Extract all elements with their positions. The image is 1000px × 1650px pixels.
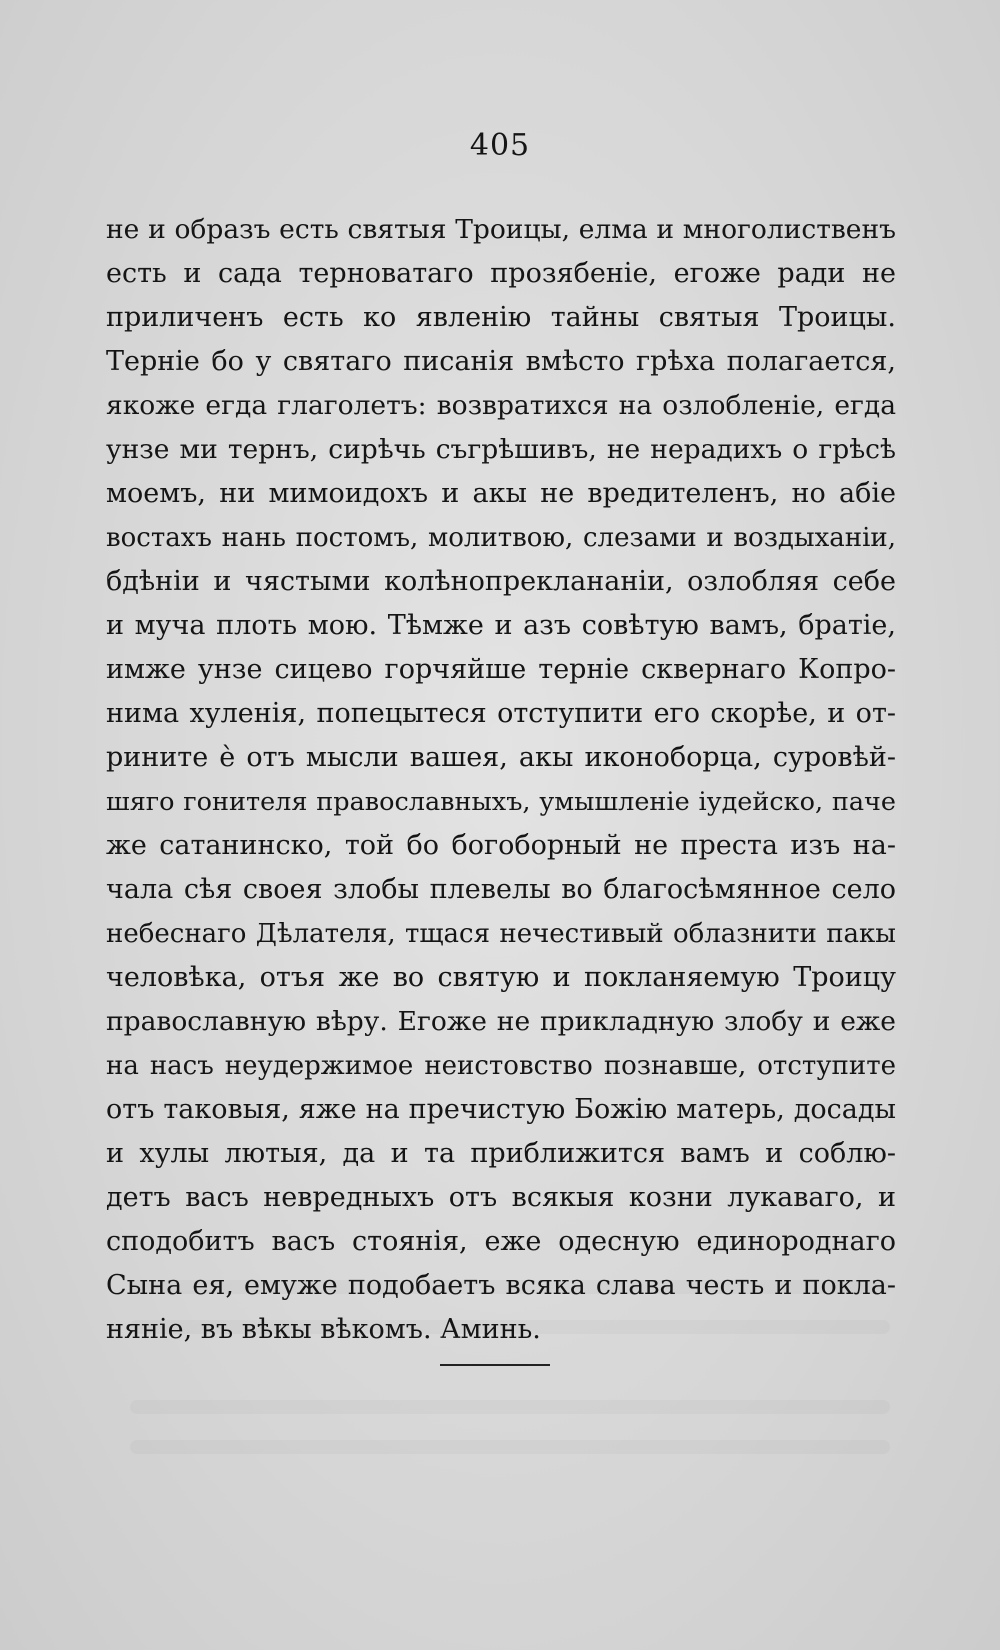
- text-line: и муча плоть мою. Тѣмже и азъ совѣтую вамъ, братіе,: [106, 610, 896, 641]
- text-line: детъ васъ невредныхъ отъ всякыя козни лукаваго, и: [106, 1182, 896, 1213]
- text-line: имже унзе сицево горчяйше терніе сквернаго Копро-: [106, 654, 896, 685]
- text-line: моемъ, ни мимоидохъ и акы не вредителенъ, но абіе: [106, 478, 896, 509]
- text-line: есть и сада терноватаго прозябеніе, егоже ради не: [106, 258, 896, 289]
- text-line: якоже егда глаголетъ: возвратихся на озлобленіе, егда: [106, 390, 896, 421]
- text-line: не и образъ есть святыя Троицы, елма и многолиственъ: [106, 214, 896, 245]
- body-text: [106, 208, 896, 1352]
- text-line: небеснаго Дѣлателя, тщася нечестивый облазнити пакы: [106, 919, 896, 949]
- text-line: отъ таковыя, яже на пречистую Божію матерь, досады: [106, 1094, 896, 1125]
- page-number: 405: [469, 128, 531, 163]
- text-line: унзе ми тернъ, сирѣчь съгрѣшивъ, не нерадихъ о грѣсѣ: [106, 434, 896, 465]
- text-line: на насъ неудержимое неистовство познавше, отступите: [106, 1051, 896, 1081]
- text-line: человѣка, отъя же во святую и покланяемую Троицу: [106, 962, 896, 993]
- text-line: чала сѣя своея злобы плевелы во благосѣмянное село: [106, 874, 896, 905]
- text-line: Терніе бо у святаго писанія вмѣсто грѣха полагается,: [106, 346, 896, 377]
- text-line: же сатанинско, той бо богоборный не преста изъ на-: [106, 830, 896, 861]
- bleed-through-shadow: [130, 1400, 890, 1414]
- text-line: бдѣніи и чястыми колѣнопреклананіи, озлобляя себе: [106, 566, 896, 597]
- text-line-final: няніе, въ вѣкы вѣкомъ. Аминь.: [106, 1314, 541, 1345]
- text-line: шяго гонителя православныхъ, умышленіе іудейско, паче: [106, 787, 896, 817]
- text-line: Сына ея, емуже подобаетъ всяка слава честь и покла-: [106, 1270, 896, 1301]
- text-line: православную вѣру. Егоже не прикладную злобу и еже: [106, 1006, 896, 1037]
- text-line: приличенъ есть ко явленію тайны святыя Троицы.: [106, 302, 896, 333]
- text-line: востахъ нань постомъ, молитвою, слезами и воздыханіи,: [106, 523, 896, 553]
- closing-rule: [440, 1364, 550, 1366]
- bleed-through-shadow: [130, 1440, 890, 1454]
- text-line: сподобитъ васъ стоянія, еже одесную единороднаго: [106, 1226, 896, 1257]
- text-line: рините ѐ отъ мысли вашея, акы иконоборца, суровѣй-: [106, 742, 896, 773]
- text-line: и хулы лютыя, да и та приближится вамъ и соблю-: [106, 1138, 896, 1169]
- text-line: нима хуленія, попецытеся отступити его скорѣе, и от-: [106, 698, 896, 729]
